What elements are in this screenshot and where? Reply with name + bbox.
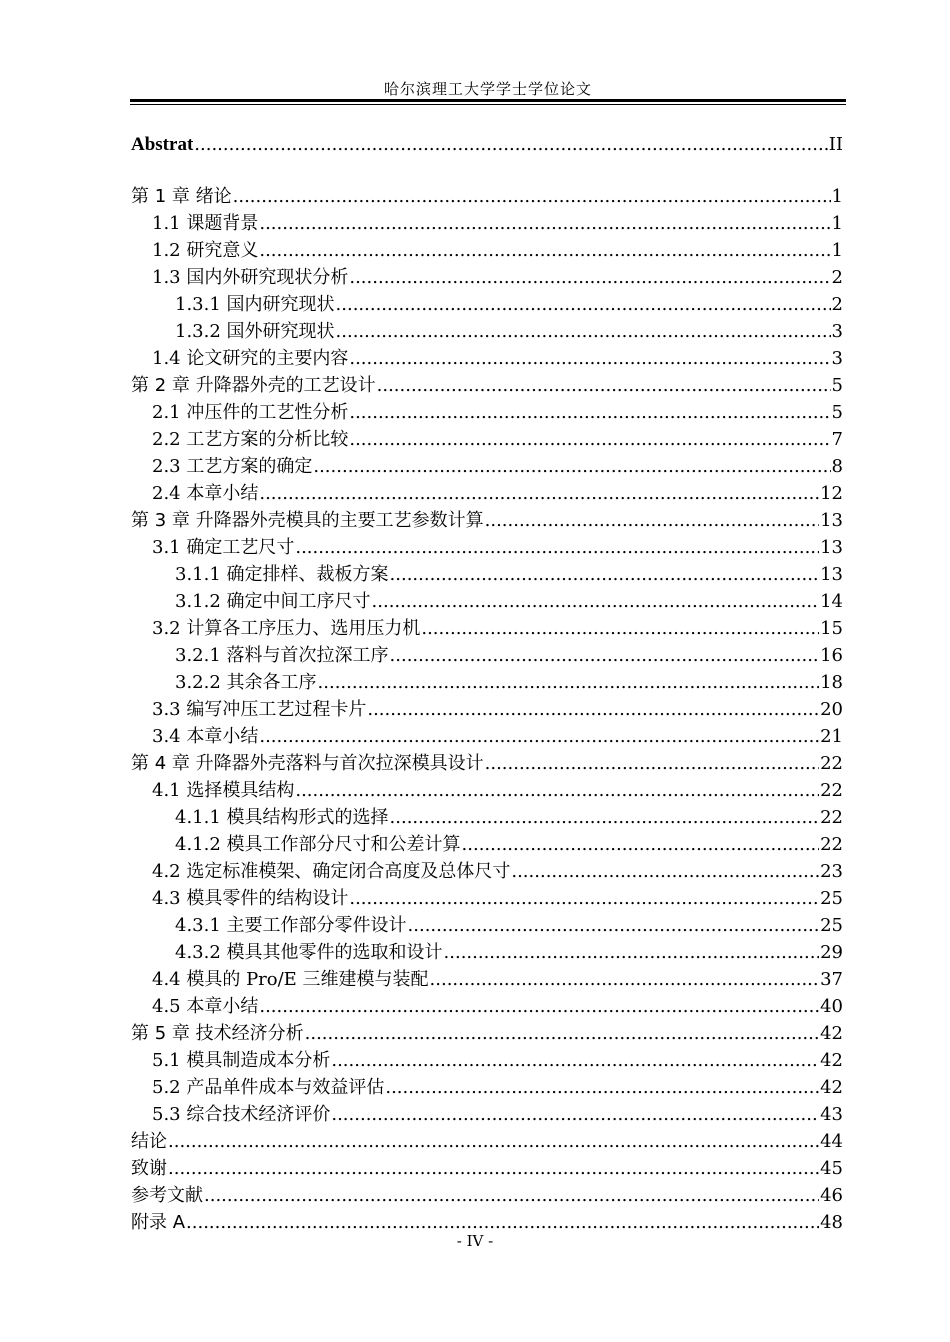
toc-entry[interactable]	[131, 993, 843, 1020]
toc-entry[interactable]	[131, 669, 843, 696]
toc-entry-title: 第 2 章 升降器外壳的工艺设计	[131, 375, 376, 396]
toc-entry-title: 4.3 模具零件的结构设计	[152, 888, 349, 909]
toc-entry-page: 25	[820, 915, 843, 936]
toc-entry-title: 5.2 产品单件成本与效益评估	[152, 1077, 385, 1098]
toc-entry[interactable]	[131, 1182, 843, 1209]
toc-entry-page: 44	[820, 1131, 843, 1152]
toc-entry-title: 3.2 计算各工序压力、选用压力机	[152, 618, 421, 639]
header-rule-thin	[130, 104, 846, 105]
toc-entry-page: 22	[820, 780, 843, 801]
toc-entry-page: 8	[831, 456, 843, 477]
toc-entry-page: 29	[820, 942, 843, 963]
page-number: - IV -	[456, 1232, 494, 1250]
toc-dot-leader	[349, 426, 830, 453]
toc-dot-leader	[168, 1155, 819, 1182]
toc-entry[interactable]	[131, 131, 843, 158]
toc-entry-title: 4.4 模具的 Pro/E 三维建模与装配	[152, 969, 429, 990]
toc-entry-title: 1.3.2 国外研究现状	[175, 321, 335, 342]
toc-entry[interactable]	[131, 642, 843, 669]
toc-entry-page: 43	[820, 1104, 843, 1125]
toc-dot-leader	[259, 210, 830, 237]
toc-dot-leader	[390, 804, 820, 831]
toc-dot-leader	[462, 831, 820, 858]
toc-entry-title: 1.3.1 国内研究现状	[175, 294, 335, 315]
toc-entry-title: 2.3 工艺方案的确定	[152, 456, 313, 477]
toc-entry-title: 1.3 国内外研究现状分析	[152, 267, 349, 288]
toc-entry-page: 12	[820, 483, 843, 504]
toc-dot-leader	[259, 237, 830, 264]
toc-entry-page: 37	[820, 969, 843, 990]
toc-entry[interactable]	[131, 1020, 843, 1047]
toc-entry-page: 22	[820, 753, 843, 774]
toc-dot-leader	[390, 642, 820, 669]
toc-entry-title: 4.3.1 主要工作部分零件设计	[175, 915, 407, 936]
toc-entry-title: 2.2 工艺方案的分析比较	[152, 429, 349, 450]
toc-entry-title: 第 5 章 技术经济分析	[131, 1023, 304, 1044]
toc-dot-leader	[444, 939, 820, 966]
toc-dot-leader	[336, 291, 831, 318]
toc-entry-title: 参考文献	[131, 1185, 203, 1206]
toc-dot-leader	[305, 1020, 819, 1047]
toc-dot-leader	[204, 1182, 819, 1209]
toc-entry[interactable]	[131, 291, 843, 318]
toc-entry-title: 4.1 选择模具结构	[152, 780, 295, 801]
toc-dot-leader	[408, 912, 820, 939]
toc-entry[interactable]	[131, 1074, 843, 1101]
toc-dot-leader	[390, 561, 820, 588]
toc-dot-leader	[485, 750, 819, 777]
toc-dot-leader	[259, 993, 819, 1020]
toc-dot-leader	[511, 858, 819, 885]
toc-dot-leader	[295, 534, 819, 561]
toc-entry-page: 3	[831, 348, 843, 369]
toc-entry-page: 13	[820, 510, 843, 531]
toc-entry-title: 5.1 模具制造成本分析	[152, 1050, 331, 1071]
toc-entry-title: 4.1.2 模具工作部分尺寸和公差计算	[175, 834, 461, 855]
toc-dot-leader	[377, 372, 831, 399]
toc-entry[interactable]	[131, 1128, 843, 1155]
toc-entry-title: 第 4 章 升降器外壳落料与首次拉深模具设计	[131, 753, 484, 774]
toc-entry-page: 48	[820, 1212, 843, 1233]
toc-entry-page: 14	[820, 591, 843, 612]
toc-entry[interactable]	[131, 372, 843, 399]
toc-entry[interactable]	[131, 345, 843, 372]
toc-entry-page: 2	[831, 294, 843, 315]
toc-entry[interactable]	[131, 939, 843, 966]
toc-dot-leader	[233, 183, 831, 210]
toc-dot-leader	[318, 669, 820, 696]
toc-entry-page: 22	[820, 834, 843, 855]
toc-entry-page: 42	[820, 1077, 843, 1098]
toc-dot-leader	[385, 1074, 819, 1101]
toc-entry[interactable]	[131, 615, 843, 642]
toc-entry-title: 3.3 编写冲压工艺过程卡片	[152, 699, 367, 720]
toc-entry-page: 1	[831, 240, 843, 261]
toc-entry-title: 4.5 本章小结	[152, 996, 259, 1017]
toc-entry[interactable]	[131, 480, 843, 507]
toc-entry-page: 5	[831, 402, 843, 423]
toc-entry-title: 3.1 确定工艺尺寸	[152, 537, 295, 558]
toc-entry[interactable]	[131, 885, 843, 912]
toc-entry[interactable]	[131, 237, 843, 264]
toc-entry-page: 42	[820, 1023, 843, 1044]
toc-entry[interactable]	[131, 210, 843, 237]
toc-dot-leader	[349, 264, 830, 291]
toc-dot-leader	[430, 966, 820, 993]
toc-dot-leader	[168, 1128, 819, 1155]
header-rule-thick	[130, 99, 846, 102]
toc-dot-leader	[295, 777, 819, 804]
toc-entry[interactable]	[131, 1155, 843, 1182]
toc-dot-leader	[331, 1101, 819, 1128]
toc-dot-leader	[194, 131, 827, 158]
toc-entry[interactable]	[131, 453, 843, 480]
toc-entry[interactable]	[131, 507, 843, 534]
toc-entry-page: 23	[820, 861, 843, 882]
toc-entry[interactable]	[131, 912, 843, 939]
toc-entry[interactable]	[131, 183, 843, 210]
toc-entry-page: 1	[831, 186, 843, 207]
toc-entry-title: 1.1 课题背景	[152, 213, 259, 234]
toc-entry-page: 42	[820, 1050, 843, 1071]
toc-dot-leader	[485, 507, 819, 534]
toc-entry-page: 40	[820, 996, 843, 1017]
toc-entry[interactable]	[131, 750, 843, 777]
toc-entry[interactable]	[131, 264, 843, 291]
toc-entry-page: 2	[831, 267, 843, 288]
toc-entry-title: 第 3 章 升降器外壳模具的主要工艺参数计算	[131, 510, 484, 531]
toc-dot-leader	[367, 696, 819, 723]
toc-dot-leader	[421, 615, 819, 642]
toc-entry-title: 1.4 论文研究的主要内容	[152, 348, 349, 369]
toc-entry-page: 1	[831, 213, 843, 234]
toc-entry-title: 3.1.1 确定排样、裁板方案	[175, 564, 389, 585]
toc-entry-title: 1.2 研究意义	[152, 240, 259, 261]
toc-entry-page: 46	[820, 1185, 843, 1206]
toc-entry[interactable]	[131, 399, 843, 426]
toc-entry-title: 第 1 章 绪论	[131, 186, 232, 207]
toc-dot-leader	[259, 723, 819, 750]
toc-entry-title: 4.1.1 模具结构形式的选择	[175, 807, 389, 828]
toc-entry[interactable]	[131, 1047, 843, 1074]
toc-gap	[131, 158, 843, 183]
toc-dot-leader	[259, 480, 819, 507]
toc-entry[interactable]	[131, 858, 843, 885]
table-of-contents	[131, 131, 843, 1236]
toc-entry[interactable]	[131, 426, 843, 453]
toc-entry-title: 3.2.2 其余各工序	[175, 672, 317, 693]
toc-entry-page: 22	[820, 807, 843, 828]
toc-entry-page: 45	[820, 1158, 843, 1179]
toc-entry-page: 5	[831, 375, 843, 396]
toc-entry[interactable]	[131, 777, 843, 804]
toc-dot-leader	[349, 885, 819, 912]
toc-entry-title: 3.2.1 落料与首次拉深工序	[175, 645, 389, 666]
toc-entry-title: 附录 A	[131, 1212, 186, 1233]
toc-entry-page: 7	[831, 429, 843, 450]
toc-entry[interactable]	[131, 1101, 843, 1128]
toc-entry-page: II	[828, 134, 843, 155]
toc-entry-title: 结论	[131, 1131, 167, 1152]
toc-entry-title: 4.3.2 模具其他零件的选取和设计	[175, 942, 443, 963]
toc-entry[interactable]	[131, 723, 843, 750]
running-header: 哈尔滨理工大学学士学位论文	[383, 80, 592, 98]
toc-entry-title: 2.4 本章小结	[152, 483, 259, 504]
toc-dot-leader	[313, 453, 830, 480]
toc-entry-page: 21	[820, 726, 843, 747]
toc-entry-page: 3	[831, 321, 843, 342]
toc-entry-title: Abstrat	[131, 134, 194, 155]
toc-entry[interactable]	[131, 561, 843, 588]
toc-entry[interactable]	[131, 588, 843, 615]
toc-dot-leader	[372, 588, 820, 615]
toc-entry[interactable]	[131, 534, 843, 561]
toc-entry-title: 致谢	[131, 1158, 167, 1179]
toc-dot-leader	[336, 318, 831, 345]
toc-entry-page: 16	[820, 645, 843, 666]
toc-dot-leader	[349, 345, 830, 372]
toc-entry-page: 13	[820, 537, 843, 558]
toc-entry[interactable]	[131, 966, 843, 993]
toc-entry-title: 4.2 选定标准模架、确定闭合高度及总体尺寸	[152, 861, 511, 882]
toc-entry-page: 15	[820, 618, 843, 639]
toc-dot-leader	[331, 1047, 819, 1074]
toc-entry[interactable]	[131, 804, 843, 831]
toc-entry-title: 3.4 本章小结	[152, 726, 259, 747]
toc-entry-title: 2.1 冲压件的工艺性分析	[152, 402, 349, 423]
toc-dot-leader	[349, 399, 830, 426]
toc-entry-page: 25	[820, 888, 843, 909]
toc-entry-title: 3.1.2 确定中间工序尺寸	[175, 591, 371, 612]
toc-entry[interactable]	[131, 318, 843, 345]
toc-entry-page: 13	[820, 564, 843, 585]
toc-entry-page: 20	[820, 699, 843, 720]
toc-entry-page: 18	[820, 672, 843, 693]
toc-entry[interactable]	[131, 831, 843, 858]
toc-entry[interactable]	[131, 696, 843, 723]
toc-entry-title: 5.3 综合技术经济评价	[152, 1104, 331, 1125]
